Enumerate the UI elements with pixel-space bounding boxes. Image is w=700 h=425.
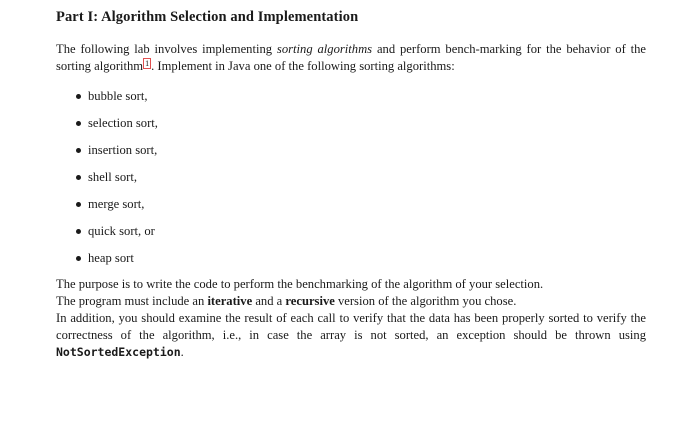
list-item — [76, 250, 158, 277]
list-item-label: selection sort, — [88, 116, 158, 130]
purpose-line-1: The purpose is to write the code to perform the benchmarking of the algorithm of your selection. — [56, 277, 544, 291]
purpose-paragraph — [56, 276, 646, 361]
list-item-label: bubble sort, — [88, 89, 148, 103]
purpose-line-2 — [56, 293, 646, 310]
purpose-line-3-end: . — [180, 345, 184, 359]
intro-emphasis: sorting algorithms — [276, 42, 373, 56]
intro-text-start: The following lab involves implementing — [56, 42, 277, 56]
list-item-label: shell sort, — [88, 170, 137, 184]
list-item-label: quick sort, or — [88, 224, 155, 238]
list-item — [76, 88, 158, 115]
bullet-icon — [76, 175, 81, 180]
recursive-term: recursive — [285, 294, 335, 308]
intro-text-end: . Implement in Java one of the following sorting algorithms: — [151, 59, 455, 73]
intro-text-middle: and perform bench-marking for the behavior of the sorting algorithm — [56, 42, 647, 73]
iterative-term: iterative — [207, 294, 253, 308]
list-item — [76, 196, 158, 223]
list-item-label: heap sort — [88, 251, 134, 265]
algorithm-list — [76, 88, 158, 277]
exception-name: NotSortedException — [56, 345, 181, 359]
list-item — [76, 169, 158, 196]
purpose-line-2-mid: and a — [252, 294, 286, 308]
bullet-icon — [76, 202, 81, 207]
list-item — [76, 115, 158, 142]
footnote-link[interactable]: 1 — [145, 59, 150, 68]
bullet-icon — [76, 121, 81, 126]
list-item — [76, 223, 158, 250]
bullet-icon — [76, 256, 81, 261]
bullet-icon — [76, 148, 81, 153]
intro-paragraph — [56, 41, 646, 75]
list-item — [76, 142, 158, 169]
list-item-label: merge sort, — [88, 197, 145, 211]
purpose-line-2-start: The program must include an — [56, 294, 208, 308]
bullet-icon — [76, 94, 81, 99]
purpose-line-3: In addition, you should examine the result of each call to verify that the data has been properly sorted to verify the correctness of the algorithm, i.e., in case the array is not sorted, an exception should be thrown using — [56, 311, 646, 342]
purpose-line-2-end: version of the algorithm you chose. — [334, 294, 517, 308]
list-item-label: insertion sort, — [88, 143, 158, 157]
section-heading: Part I: Algorithm Selection and Implementation — [56, 9, 359, 25]
bullet-icon — [76, 229, 81, 234]
